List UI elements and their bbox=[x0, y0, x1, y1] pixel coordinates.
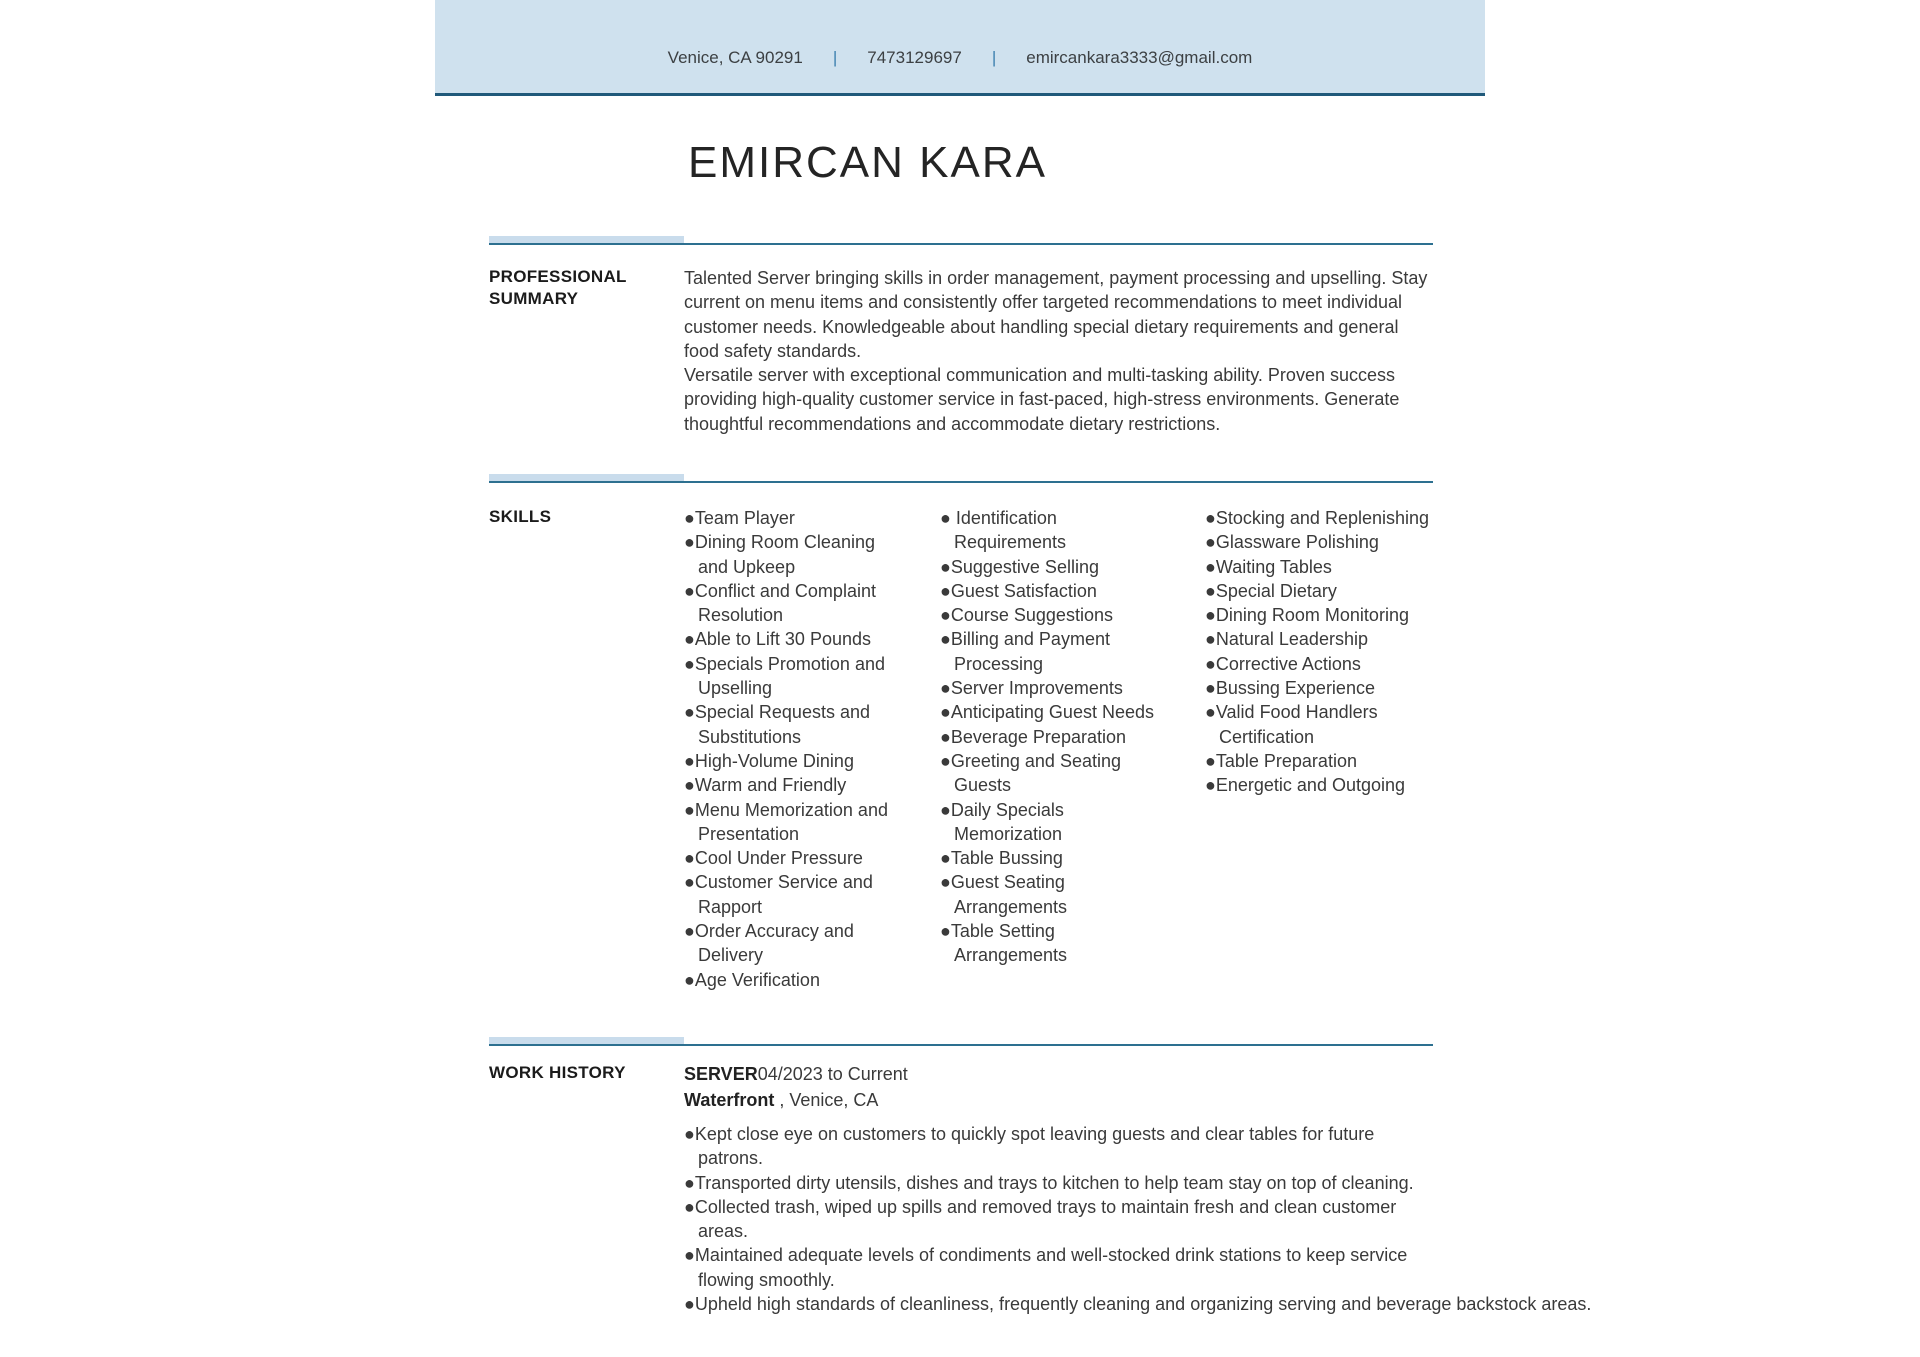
skill-item: ●Billing and Payment Processing bbox=[940, 629, 1110, 674]
skills-column-1 bbox=[684, 506, 906, 992]
contact-phone: 7473129697 bbox=[867, 48, 962, 67]
job-duty-item: ●Upheld high standards of cleanliness, frequently cleaning and organizing serving and beverage backstock areas. bbox=[684, 1294, 1592, 1315]
divider-accent-block bbox=[489, 236, 684, 243]
job-employer: Waterfront bbox=[684, 1089, 775, 1110]
summary-heading: PROFESSIONAL SUMMARY bbox=[489, 267, 627, 308]
contact-line bbox=[435, 0, 1485, 68]
summary-paragraph: Versatile server with exceptional communication and multi-tasking ability. Proven success providing high-quality customer service in fast-paced, high-stress environments. Generate thoughtful recommendations and accommodate dietary restrictions. bbox=[684, 365, 1400, 434]
job-employer-line bbox=[684, 1088, 1433, 1114]
skill-item: ●Able to Lift 30 Pounds bbox=[684, 629, 871, 650]
skill-item: ●High-Volume Dining bbox=[684, 750, 854, 771]
work-history-heading: WORK HISTORY bbox=[489, 1063, 626, 1082]
skill-item: ●Team Player bbox=[684, 508, 795, 528]
divider-line bbox=[489, 481, 1433, 483]
section-divider-summary bbox=[489, 236, 1433, 245]
skill-item: ●Conflict and Complaint Resolution bbox=[684, 580, 876, 626]
divider-line bbox=[489, 1044, 1433, 1046]
skill-item: ●Warm and Friendly bbox=[684, 775, 847, 796]
skill-item: ●Server Improvements bbox=[940, 678, 1123, 699]
skill-item: ●Energetic and Outgoing bbox=[1205, 775, 1406, 796]
job-title-line bbox=[684, 1062, 1433, 1088]
contact-location: Venice, CA 90291 bbox=[667, 48, 803, 67]
skill-item: ●Daily Specials Memorization bbox=[940, 799, 1064, 844]
contact-separator: | bbox=[832, 48, 838, 67]
job-title: SERVER bbox=[684, 1064, 758, 1084]
section-divider-work-history bbox=[489, 1037, 1433, 1046]
summary-body bbox=[684, 266, 1433, 436]
section-work-history bbox=[489, 1062, 1592, 1316]
divider-accent-block bbox=[489, 1037, 684, 1044]
job-duty-item: ●Transported dirty utensils, dishes and trays to kitchen to help team stay on top of cleaning. bbox=[684, 1172, 1414, 1193]
job-duty-item: ●Maintained adequate levels of condiments and well-stocked drink stations to keep service flowing smoothly. bbox=[684, 1245, 1408, 1290]
skill-item: ●Natural Leadership bbox=[1205, 629, 1368, 650]
skill-item: ●Table Preparation bbox=[1205, 750, 1357, 771]
section-divider-skills bbox=[489, 474, 1433, 483]
skill-item: ●Guest Seating Arrangements bbox=[940, 872, 1068, 917]
section-professional-summary bbox=[489, 266, 1433, 436]
job-duty-item: ●Kept close eye on customers to quickly spot leaving guests and clear tables for future patrons. bbox=[684, 1124, 1375, 1169]
skills-column-2 bbox=[940, 506, 1156, 992]
skills-columns bbox=[684, 506, 1433, 992]
skill-item: ●Greeting and Seating Guests bbox=[940, 750, 1121, 796]
contact-email: emircankara3333@gmail.com bbox=[1026, 48, 1253, 67]
candidate-name: EMIRCAN KARA bbox=[688, 138, 1047, 187]
skill-item: ●Valid Food Handlers Certification bbox=[1205, 702, 1378, 747]
divider-accent-block bbox=[489, 474, 684, 481]
job-location: , Venice, CA bbox=[774, 1089, 879, 1110]
skills-column-3 bbox=[1205, 506, 1450, 992]
contact-header-band bbox=[435, 0, 1485, 96]
skill-item: ●Glassware Polishing bbox=[1205, 532, 1379, 553]
skill-item: ●Dining Room Monitoring bbox=[1205, 605, 1409, 626]
skill-item: ●Order Accuracy and Delivery bbox=[684, 921, 854, 966]
skill-item: ●Course Suggestions bbox=[940, 605, 1113, 626]
skill-item: ●Special Requests and Substitutions bbox=[684, 702, 870, 747]
skill-item: ●Dining Room Cleaning and Upkeep bbox=[684, 532, 875, 577]
skill-item: ●Waiting Tables bbox=[1205, 556, 1332, 577]
job-duties-list bbox=[684, 1122, 1592, 1316]
skill-item: ●Menu Memorization and Presentation bbox=[684, 799, 888, 844]
skill-item: ●Bussing Experience bbox=[1205, 678, 1375, 699]
work-history-body bbox=[684, 1062, 1592, 1316]
skill-item: ●Cool Under Pressure bbox=[684, 848, 863, 869]
skill-item: ●Anticipating Guest Needs bbox=[940, 702, 1154, 723]
skill-item: ●Age Verification bbox=[684, 969, 820, 990]
skills-heading: SKILLS bbox=[489, 507, 552, 526]
skill-item: ●Table Bussing bbox=[940, 848, 1063, 869]
skill-item: ●Special Dietary bbox=[1205, 580, 1337, 601]
contact-separator: | bbox=[991, 48, 997, 67]
skill-item: ●Corrective Actions bbox=[1205, 653, 1361, 674]
section-skills bbox=[489, 506, 1433, 992]
skill-item: ●Stocking and Replenishing bbox=[1205, 508, 1430, 528]
skill-item: ●Suggestive Selling bbox=[940, 556, 1099, 577]
job-duty-item: ●Collected trash, wiped up spills and removed trays to maintain fresh and clean customer areas. bbox=[684, 1196, 1397, 1242]
skill-item: ● Identification Requirements bbox=[940, 508, 1067, 553]
divider-line bbox=[489, 243, 1433, 245]
skill-item: ●Beverage Preparation bbox=[940, 726, 1126, 747]
skill-item: ●Guest Satisfaction bbox=[940, 580, 1097, 601]
job-dates: 04/2023 to Current bbox=[757, 1064, 908, 1084]
skill-item: ●Table Setting Arrangements bbox=[940, 921, 1068, 966]
skill-item: ●Specials Promotion and Upselling bbox=[684, 653, 885, 699]
summary-paragraph: Talented Server bringing skills in order management, payment processing and upselling. Stay current on menu items and consistently offer targeted recommendations to meet individual customer needs. Knowledgeable about handling special dietary requirements and general food safety standards. bbox=[684, 268, 1428, 361]
skill-item: ●Customer Service and Rapport bbox=[684, 872, 873, 917]
